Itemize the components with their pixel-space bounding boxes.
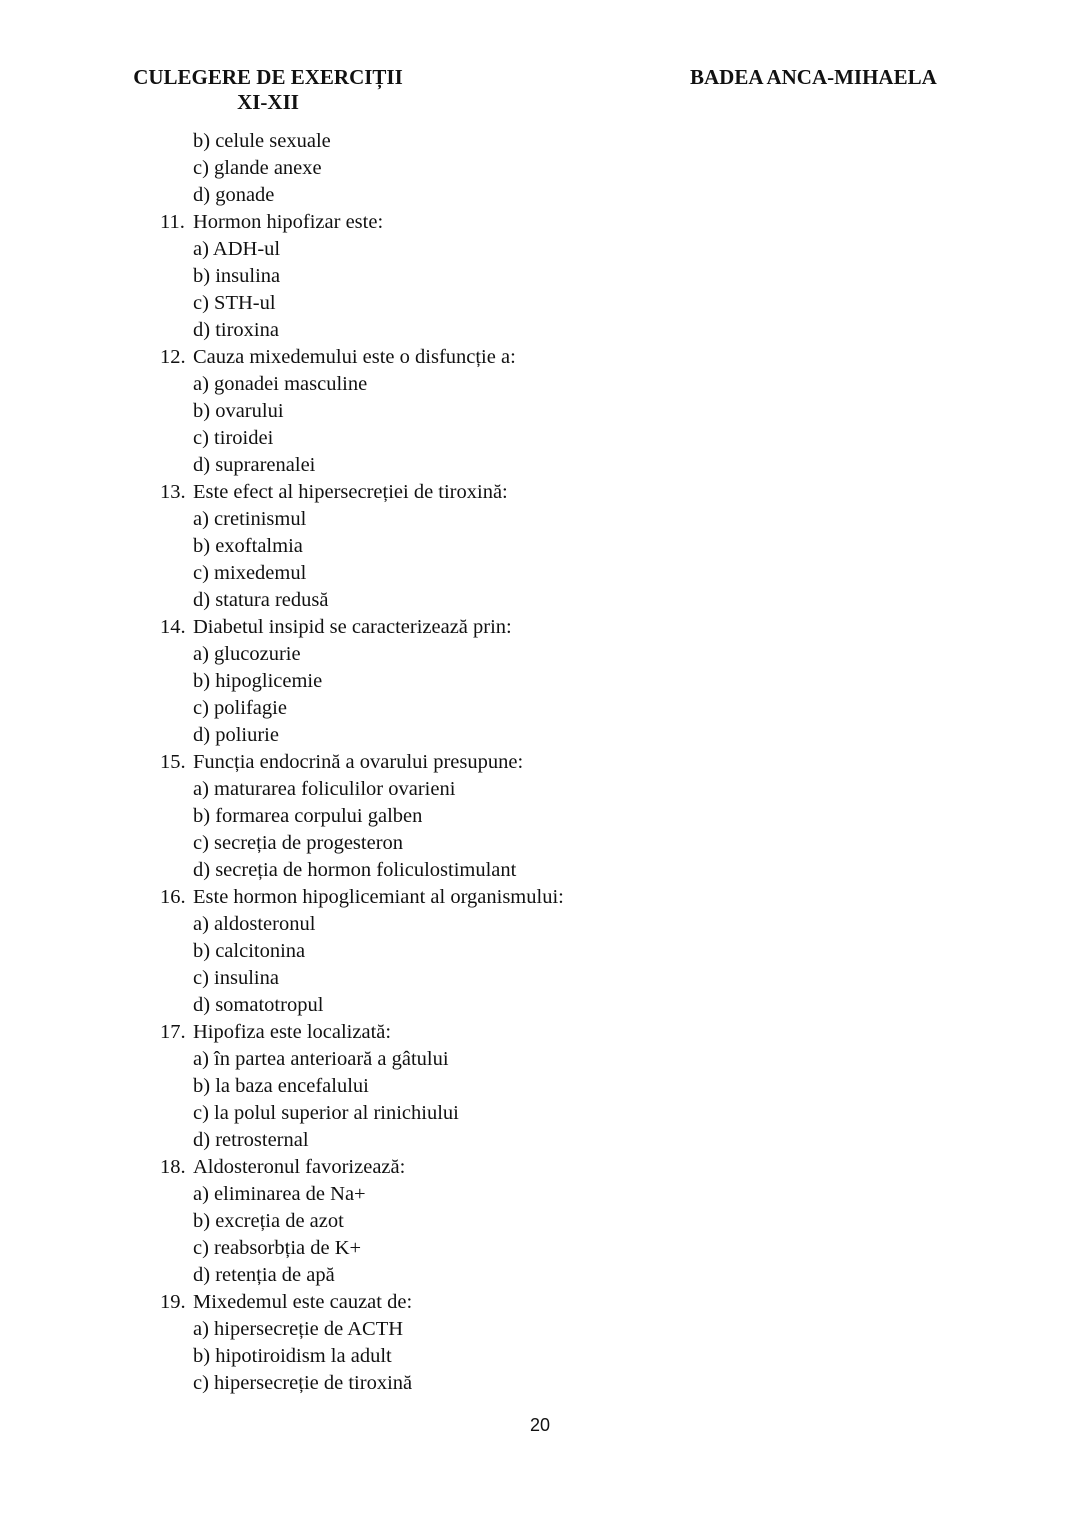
question-text: Aldosteronul favorizează: <box>193 1156 406 1178</box>
answer-option: c) insulina <box>193 967 279 989</box>
answer-option: d) retrosternal <box>193 1129 309 1151</box>
answer-option: b) ovarului <box>193 400 284 422</box>
question-number: 17. <box>160 1021 186 1043</box>
answer-option: a) maturarea foliculilor ovarieni <box>193 778 456 800</box>
question-text: Funcția endocrină a ovarului presupune: <box>193 751 524 773</box>
answer-option: a) gonadei masculine <box>193 373 368 395</box>
answer-option: b) exoftalmia <box>193 535 303 557</box>
question-item <box>160 1019 564 1046</box>
answer-option: d) suprarenalei <box>193 454 316 476</box>
question-number: 12. <box>160 346 186 368</box>
question-item <box>160 614 564 641</box>
question-text: Diabetul insipid se caracterizează prin: <box>193 616 512 638</box>
answer-option: d) statura redusă <box>193 589 329 611</box>
title-line-1: CULEGERE DE EXERCIȚII <box>133 65 403 89</box>
answer-option: b) celule sexuale <box>193 130 331 152</box>
answer-option: d) gonade <box>193 184 275 206</box>
question-number: 11. <box>160 211 185 233</box>
question-item <box>160 1154 564 1181</box>
answer-option: d) somatotropul <box>193 994 324 1016</box>
author-name: BADEA ANCA-MIHAELA <box>690 65 937 89</box>
question-item <box>160 344 564 371</box>
answer-option: c) reabsorbția de K+ <box>193 1237 362 1259</box>
answer-option: b) insulina <box>193 265 281 287</box>
answer-option: c) glande anexe <box>193 157 322 179</box>
answer-option: a) glucozurie <box>193 643 301 665</box>
answer-option: d) secreția de hormon foliculostimulant <box>193 859 517 881</box>
question-number: 18. <box>160 1156 186 1178</box>
answer-option: c) la polul superior al rinichiului <box>193 1102 459 1124</box>
answer-option: b) hipotiroidism la adult <box>193 1345 392 1367</box>
question-item <box>160 209 564 236</box>
question-item <box>160 749 564 776</box>
question-text: Mixedemul este cauzat de: <box>193 1291 413 1313</box>
question-text: Cauza mixedemului este o disfuncție a: <box>193 346 516 368</box>
answer-option: c) mixedemul <box>193 562 307 584</box>
answer-option: c) STH-ul <box>193 292 276 314</box>
answer-option: d) poliurie <box>193 724 279 746</box>
answer-option: d) tiroxina <box>193 319 279 341</box>
question-number: 14. <box>160 616 186 638</box>
document-title <box>128 65 408 115</box>
question-number: 19. <box>160 1291 186 1313</box>
answer-option: a) eliminarea de Na+ <box>193 1183 366 1205</box>
answer-option: a) hipersecreție de ACTH <box>193 1318 404 1340</box>
question-list <box>160 128 564 1397</box>
answer-option: a) cretinismul <box>193 508 307 530</box>
question-item <box>160 1289 564 1316</box>
answer-option: c) polifagie <box>193 697 287 719</box>
answer-option: a) aldosteronul <box>193 913 316 935</box>
answer-option: c) hipersecreție de tiroxină <box>193 1372 413 1394</box>
page-number: 20 <box>529 1415 551 1435</box>
answer-option: b) hipoglicemie <box>193 670 323 692</box>
answer-option: b) formarea corpului galben <box>193 805 423 827</box>
question-number: 15. <box>160 751 186 773</box>
answer-option: a) în partea anterioară a gâtului <box>193 1048 449 1070</box>
question-item <box>160 884 564 911</box>
answer-option: c) secreția de progesteron <box>193 832 404 854</box>
question-text: Hipofiza este localizată: <box>193 1021 392 1043</box>
question-item <box>160 479 564 506</box>
question-text: Este hormon hipoglicemiant al organismului: <box>193 886 564 908</box>
question-number: 16. <box>160 886 186 908</box>
answer-option: b) la baza encefalului <box>193 1075 369 1097</box>
question-text: Este efect al hipersecreției de tiroxină: <box>193 481 508 503</box>
answer-option: b) calcitonina <box>193 940 306 962</box>
answer-option: d) retenția de apă <box>193 1264 335 1286</box>
question-number: 13. <box>160 481 186 503</box>
title-line-2: XI-XII <box>237 90 299 114</box>
answer-option: a) ADH-ul <box>193 238 281 260</box>
answer-option: b) excreția de azot <box>193 1210 344 1232</box>
question-text: Hormon hipofizar este: <box>193 211 384 233</box>
answer-option: c) tiroidei <box>193 427 274 449</box>
